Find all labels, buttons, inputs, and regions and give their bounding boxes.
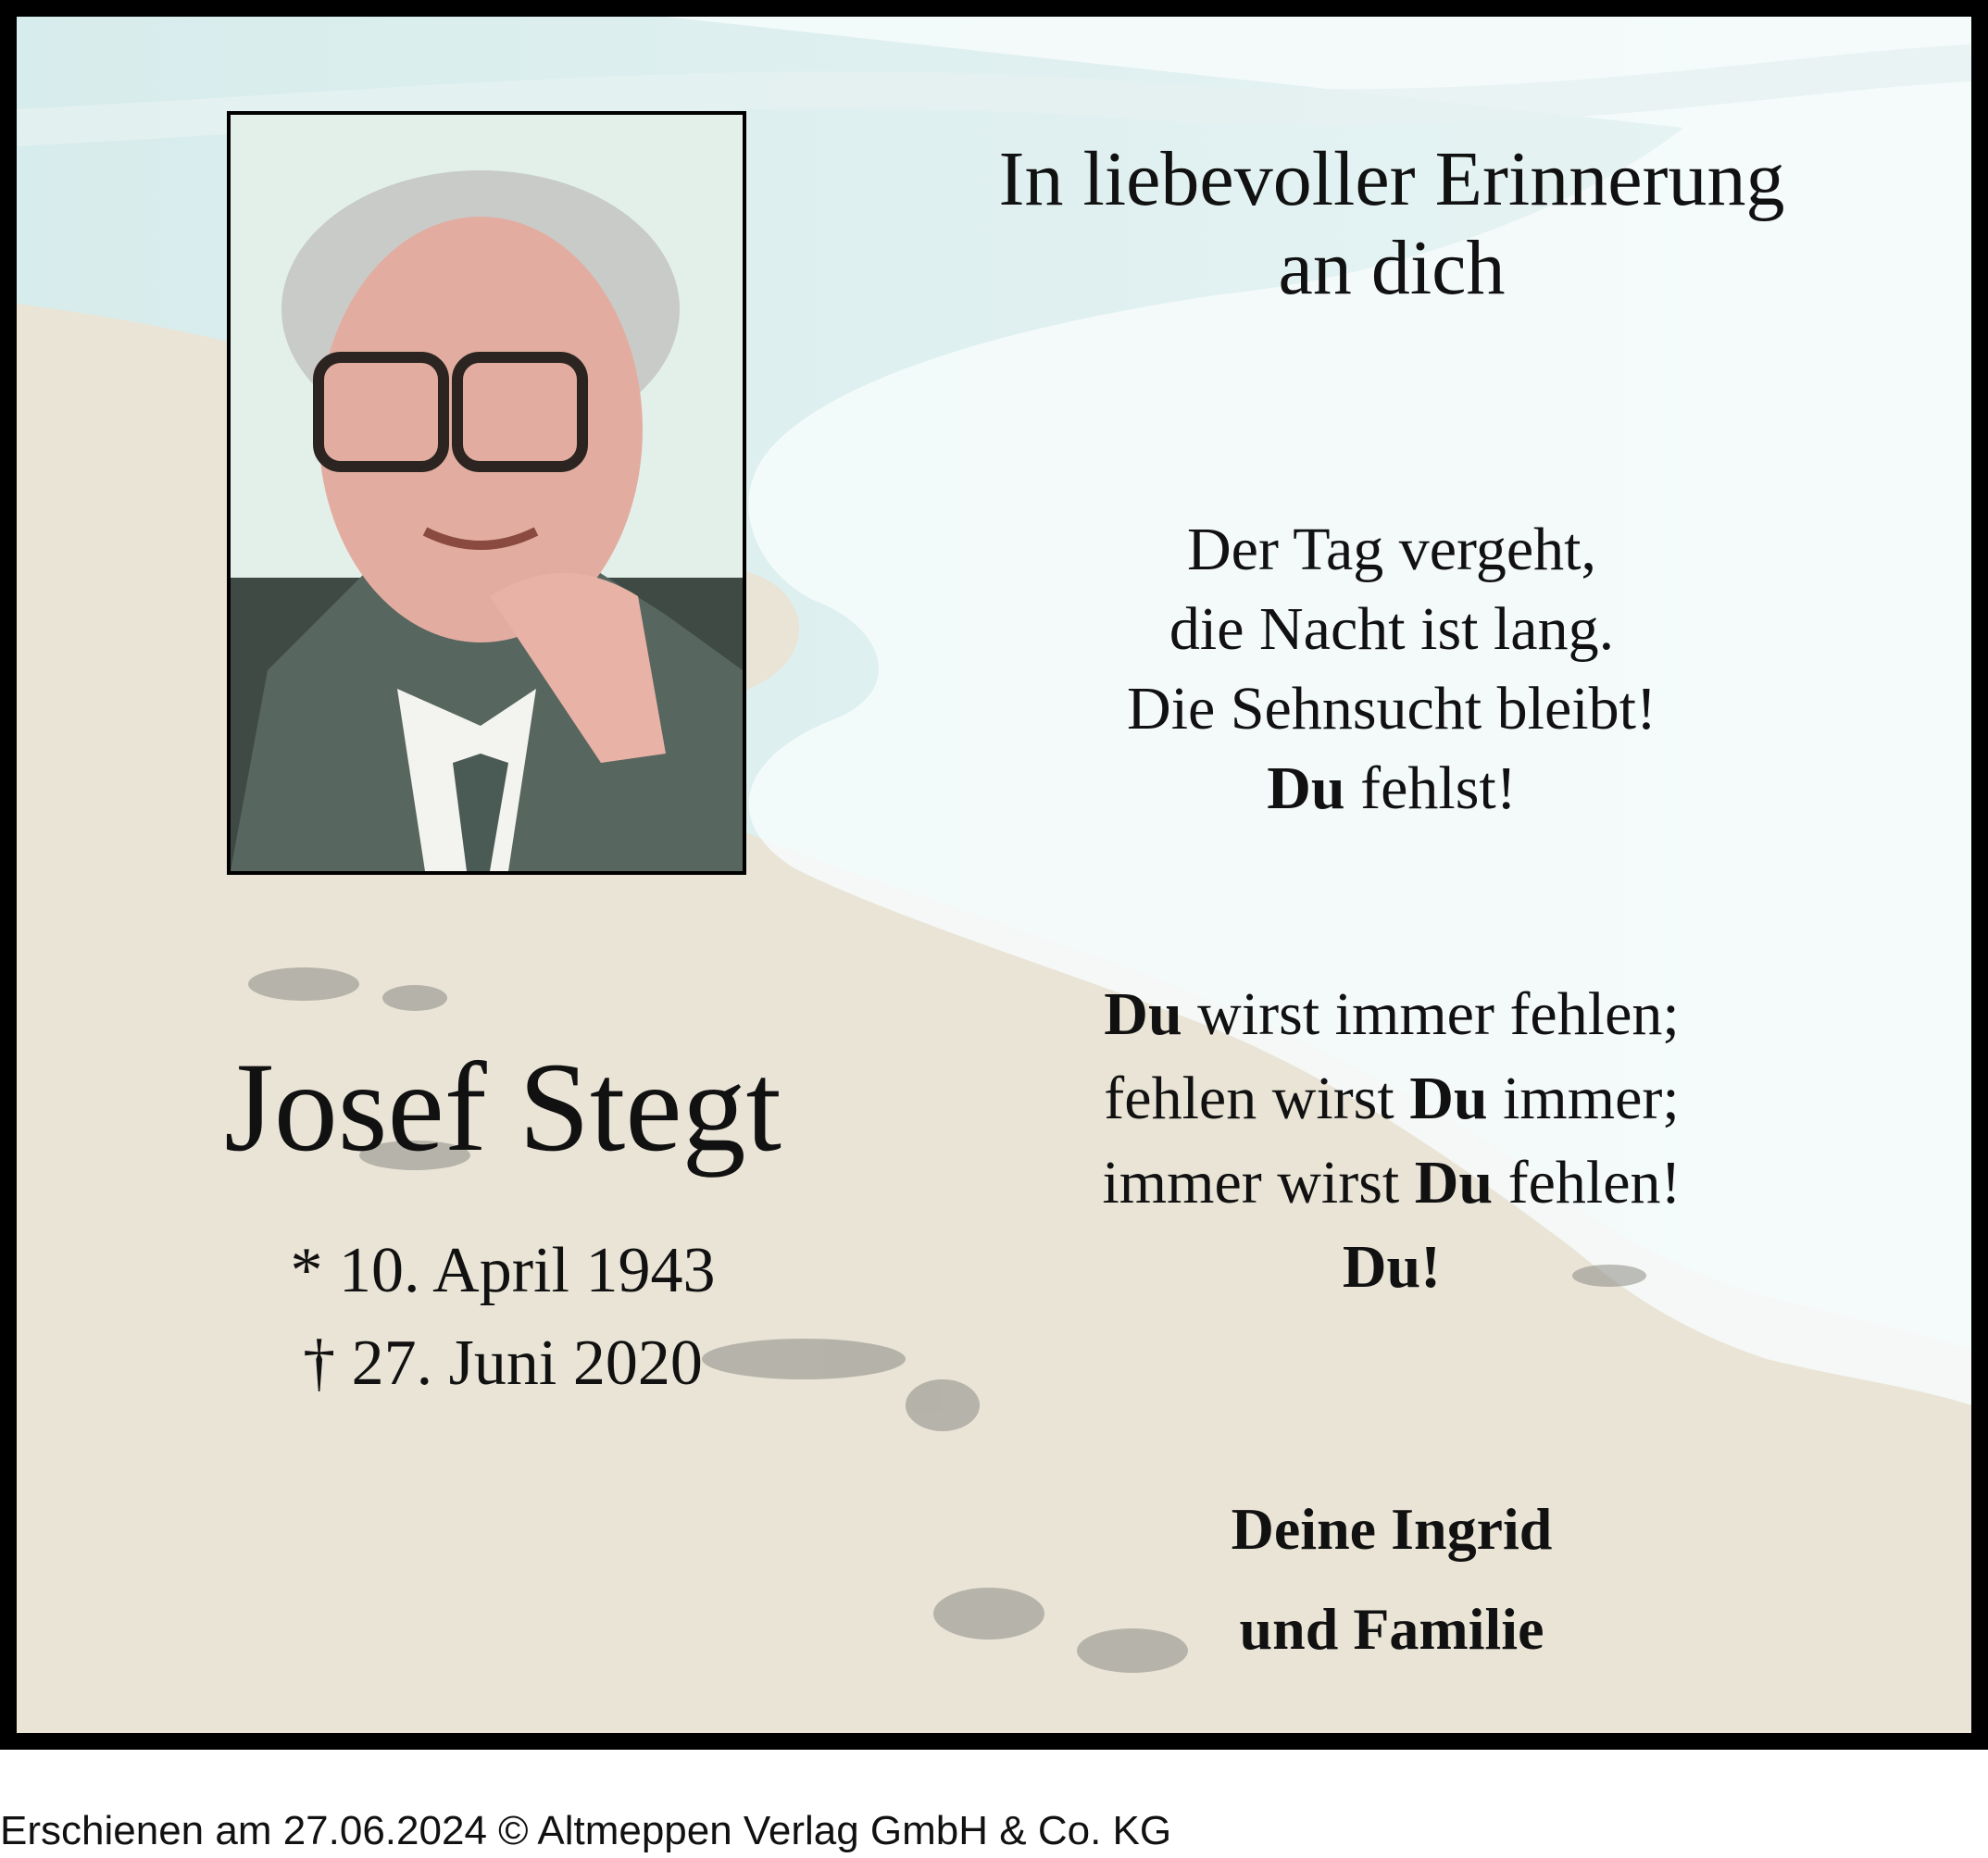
poem-1-line-2: die Nacht ist lang. [1169,595,1615,663]
poem-1-line-3: Die Sehnsucht bleibt! [1127,675,1657,742]
poem-stanza-2 [850,972,1933,1309]
heading-line-2: an dich [1278,225,1506,311]
publication-footer: Erschienen am 27.06.2024 © Altmeppen Verlag GmbH & Co. KG [0,1808,1172,1853]
poem-2-line-1-bold: Du [1104,980,1182,1048]
signature-line-2: und Familie [1239,1596,1544,1662]
poem-2-line-3-bold: Du [1414,1149,1494,1216]
death-date: † 27. Juni 2020 [303,1328,703,1399]
poem-2-line-1 [850,972,1933,1056]
signature-line-1: Deine Ingrid [1231,1496,1553,1562]
poem-2-line-4-bold: Du! [1342,1233,1442,1301]
poem-stanza-1 [850,510,1933,829]
poem-1-line-1: Der Tag vergeht, [1187,516,1596,583]
poem-2-line-2-pre: fehlen wirst [1104,1065,1410,1132]
deceased-name: Josef Stegt [224,1036,781,1178]
poem-2-line-2-bold: Du [1409,1065,1488,1132]
life-dates [156,1225,850,1410]
portrait-photo [227,111,746,875]
poem-2-line-2-post: immer; [1487,1065,1680,1132]
poem-2-line-3-post: fehlen! [1493,1149,1682,1216]
heading [850,135,1933,313]
poem-2-line-2 [850,1056,1933,1141]
poem-2-line-4 [850,1225,1933,1309]
poem-2-line-1-rest: wirst immer fehlen; [1182,980,1680,1048]
poem-1-line-4-bold: Du [1267,754,1345,822]
poem-1-line-4 [850,749,1933,829]
poem-2-line-3 [850,1141,1933,1225]
poem-1-line-4-rest: fehlst! [1344,754,1517,822]
poem-2-line-3-pre: immer wirst [1102,1149,1415,1216]
birth-date: * 10. April 1943 [290,1235,716,1306]
heading-line-1: In liebevoller Erinnerung [998,136,1785,222]
signature [850,1479,1933,1679]
